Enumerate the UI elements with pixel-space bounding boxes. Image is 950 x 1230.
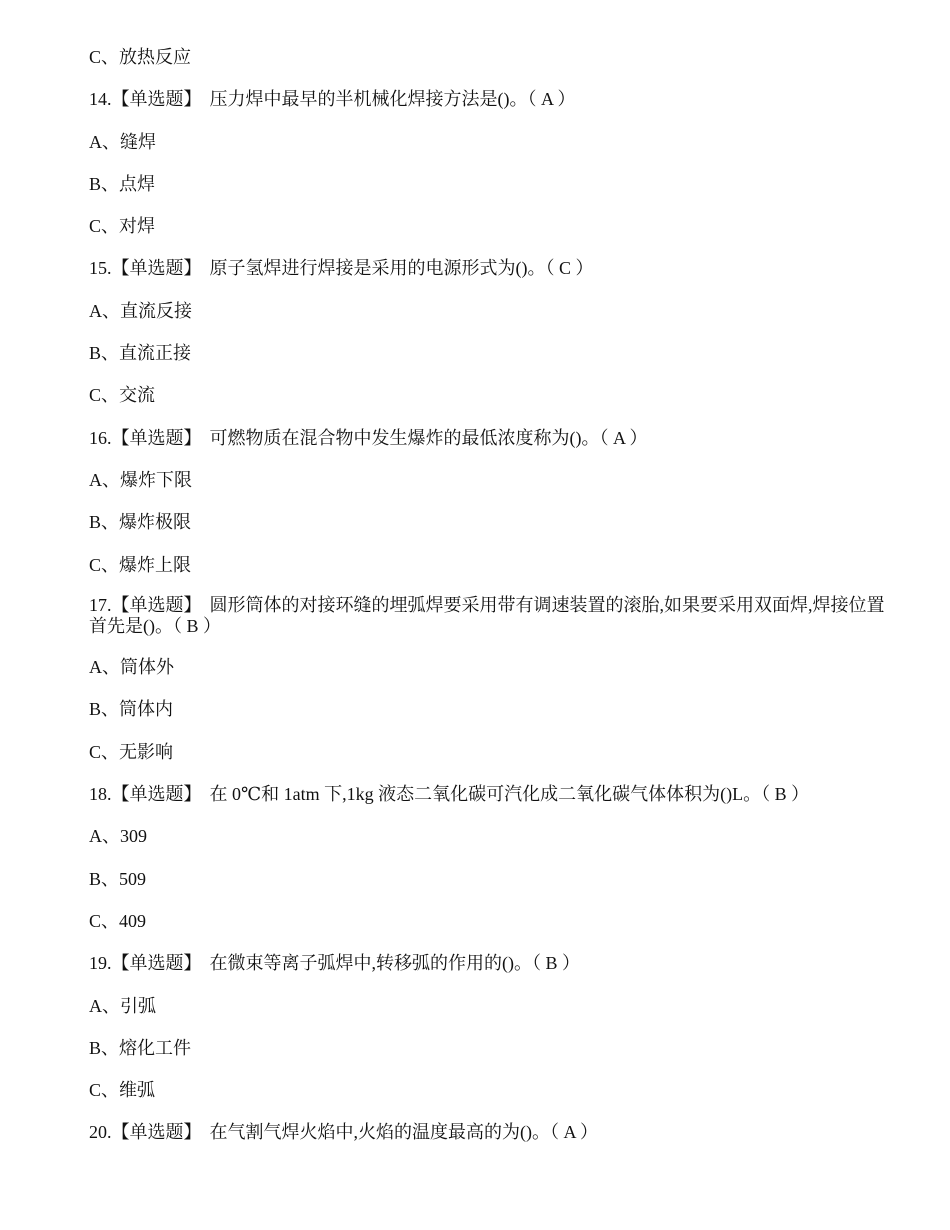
question-17	[89, 595, 894, 637]
option-line: A、筒体外	[89, 657, 174, 678]
question-text: 在微束等离子弧焊中,转移弧的作用的()。（ B ）	[209, 953, 580, 974]
question-number: 19.	[89, 953, 112, 974]
question-number: 15.	[89, 258, 112, 279]
option-line: B、直流正接	[89, 343, 192, 364]
option-line: A、爆炸下限	[89, 469, 192, 490]
question-15	[89, 256, 894, 280]
option-line: C、对焊	[89, 216, 156, 237]
option-line: A、直流反接	[89, 300, 192, 321]
question-type: 【单选题】	[111, 953, 202, 974]
question-type: 【单选题】	[111, 427, 202, 448]
question-14	[89, 87, 894, 111]
option-line: B、509	[89, 868, 147, 889]
option-line: A、309	[89, 826, 147, 847]
option-line: A、缝焊	[89, 131, 156, 152]
question-type: 【单选题】	[111, 594, 202, 615]
question-text: 可燃物质在混合物中发生爆炸的最低浓度称为()。（ A ）	[209, 427, 648, 448]
question-16	[89, 426, 894, 450]
question-type: 【单选题】	[111, 1122, 202, 1143]
option-line: C、409	[89, 910, 147, 931]
question-type: 【单选题】	[111, 89, 202, 110]
question-type: 【单选题】	[111, 784, 202, 805]
option-line: C、无影响	[89, 741, 174, 762]
question-text: 在气割气焊火焰中,火焰的温度最高的为()。（ A ）	[209, 1122, 598, 1143]
option-line: B、爆炸极限	[89, 512, 192, 533]
option-line: C、维弧	[89, 1080, 156, 1101]
question-18	[89, 782, 894, 806]
question-number: 14.	[89, 89, 112, 110]
question-text: 原子氢焊进行焊接是采用的电源形式为()。（ C ）	[209, 258, 594, 279]
question-type: 【单选题】	[111, 258, 202, 279]
option-line: A、引弧	[89, 995, 156, 1016]
question-text: 在 0℃和 1atm 下,1kg 液态二氧化碳可汽化成二氧化碳气体体积为()L。（ B ）	[209, 784, 810, 805]
question-19	[89, 951, 894, 975]
question-number: 18.	[89, 784, 112, 805]
option-line: C、放热反应	[89, 47, 192, 67]
question-number: 17.	[89, 594, 112, 615]
question-20	[89, 1120, 894, 1144]
document-page	[89, 45, 894, 1163]
option-line: B、熔化工件	[89, 1037, 192, 1058]
question-number: 20.	[89, 1122, 112, 1143]
question-number: 16.	[89, 427, 112, 448]
option-line: C、交流	[89, 385, 156, 406]
option-line: C、爆炸上限	[89, 554, 192, 575]
option-line: B、筒体内	[89, 699, 174, 720]
option-line: B、点焊	[89, 173, 156, 194]
question-text: 圆形筒体的对接环缝的埋弧焊要采用带有调速装置的滚胎,如果要采用双面焊,焊接位置首先是()。（ B ）	[89, 594, 885, 636]
question-text: 压力焊中最早的半机械化焊接方法是()。（ A ）	[209, 89, 576, 110]
